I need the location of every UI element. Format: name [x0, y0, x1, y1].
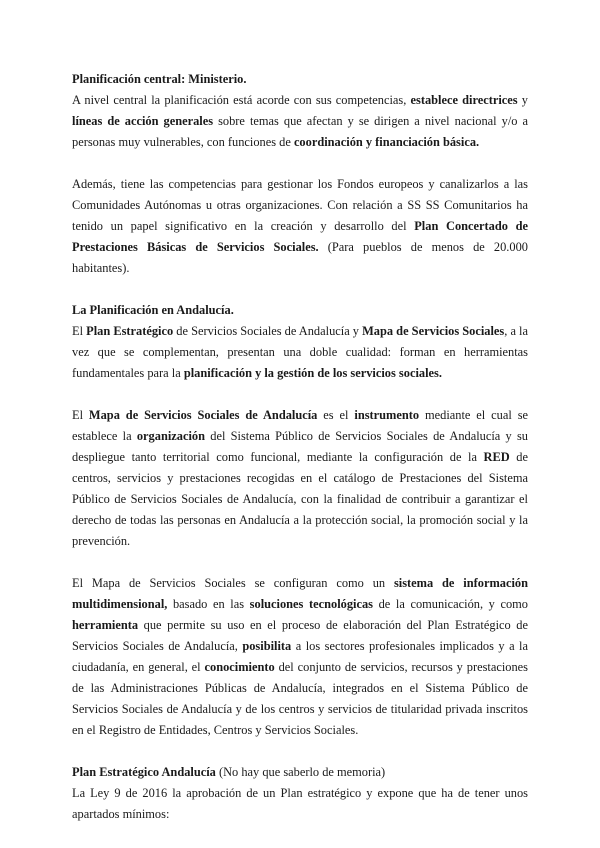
bold-text: Mapa de Servicios Sociales: [362, 324, 505, 338]
paragraph-plan-1: La Ley 9 de 2016 la aprobación de un Plan estratégico y expone que ha de tener unos apartados mínimos:: [72, 786, 528, 821]
bold-text: sistema de información multidimensional,: [72, 576, 528, 611]
bold-text: Plan Estratégico: [86, 324, 174, 338]
paragraph-central-1: A nivel central la planificación está acorde con sus competencias, establece directrices y líneas de acción generales sobre temas que afectan y se dirigen a nivel nacional y/o a personas muy vulnerables, con funciones de coordinación y financiación básica.: [72, 93, 528, 149]
bold-text: establece directrices: [410, 93, 518, 107]
heading-planificacion-andalucia: La Planificación en Andalucía.: [72, 303, 234, 317]
heading-planificacion-central: Planificación central: Ministerio.: [72, 72, 247, 86]
bold-text: Plan Concertado de Prestaciones Básicas de Servicios Sociales.: [72, 219, 528, 254]
paragraph-gap: [72, 153, 528, 174]
paragraph-andalucia-1: El Plan Estratégico de Servicios Sociales de Andalucía y Mapa de Servicios Sociales, a la vez que se complementan, presentan una doble cualidad: forman en herramientas fundamentales para la planificación y la gestión de los servicios sociales.: [72, 324, 528, 380]
bold-text: Mapa de Servicios Sociales de Andalucía: [88, 408, 318, 422]
bold-text: herramienta: [72, 618, 139, 632]
bold-text: planificación y la gestión de los servicios sociales.: [183, 366, 442, 380]
bold-text: conocimiento: [204, 660, 275, 674]
paragraph-andalucia-3: El Mapa de Servicios Sociales se configuran como un sistema de información multidimensional, basado en las soluciones tecnológicas de la comunicación, y como herramienta que permite su uso en el proceso de elaboración del Plan Estratégico de Servicios Sociales de Andalucía, posibilita a los sectores profesionales implicados y a la ciudadanía, en general, el conocimiento del conjunto de servicios, recursos y prestaciones de las Administraciones Públicas de Andalucía, integrados en el Sistema Público de Servicios Sociales de Andalucía y de los centros y servicios de titularidad privada inscritos en el Registro de Entidades, Centros y Servicios Sociales.: [72, 576, 528, 737]
bold-text: organización: [136, 429, 206, 443]
paragraph-gap: [72, 552, 528, 573]
paragraph-gap: [72, 741, 528, 762]
heading-plan-estrategico-note: (No hay que saberlo de memoria): [215, 765, 386, 779]
heading-plan-estrategico: [72, 762, 528, 783]
paragraph-gap: [72, 384, 528, 405]
bold-text: RED: [483, 450, 510, 464]
bold-text: instrumento: [354, 408, 420, 422]
bold-text: posibilita: [242, 639, 292, 653]
paragraph-central-2: Además, tiene las competencias para gestionar los Fondos europeos y canalizarlos a las Comunidades Autónomas u otras organizaciones. Con relación a SS SS Comunitarios ha tenido un papel significativo en la creación y desarrollo del Plan Concertado de Prestaciones Básicas de Servicios Sociales. (Para pueblos de menos de 20.000 habitantes).: [72, 177, 528, 275]
paragraph-andalucia-2: El Mapa de Servicios Sociales de Andalucía es el instrumento mediante el cual se establece la organización del Sistema Público de Servicios Sociales de Andalucía y su despliegue tanto territorial como funcional, mediante la configuración de la RED de centros, servicios y prestaciones recogidas en el catálogo de Prestaciones del Sistema Público de Servicios Sociales de Andalucía, con la finalidad de contribuir a garantizar el derecho de todas las personas en Andalucía a la protección social, la promoción social y la prevención.: [72, 408, 529, 548]
bold-text: soluciones tecnológicas: [249, 597, 373, 611]
heading-plan-estrategico-title: Plan Estratégico Andalucía: [72, 765, 216, 779]
bold-text: coordinación y financiación básica.: [293, 135, 480, 149]
bold-text: líneas de acción generales: [72, 114, 214, 128]
paragraph-gap: [72, 279, 528, 300]
